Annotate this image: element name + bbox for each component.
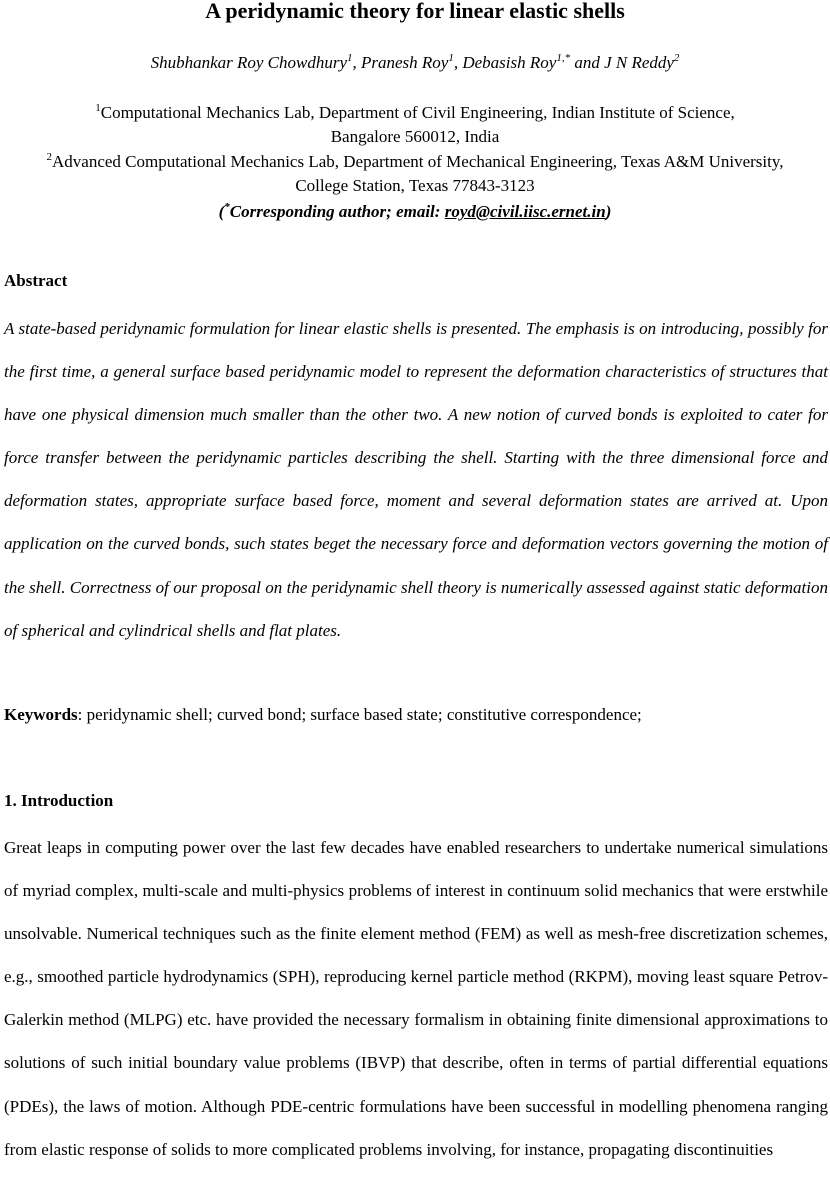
affiliation-line: College Station, Texas 77843-3123 [295,176,535,195]
keywords-text: : peridynamic shell; curved bond; surface based state; constitutive correspondence; [77,705,642,724]
author-separator: , [453,53,463,72]
affiliation-line: Computational Mechanics Lab, Department of Civil Engineering, Indian Institute of Science, [100,103,735,122]
paper-title: A peridynamic theory for linear elastic shells [205,0,625,23]
corresponding-mark: * [224,201,230,213]
affiliation-line: Bangalore 560012, India [330,127,500,146]
author-affiliation-mark: 1 [347,52,353,64]
affiliation-mark: 2 [46,151,52,163]
email-link[interactable]: royd@civil.iisc.ernet.in [444,202,606,221]
author-affiliation-mark: 2 [673,52,680,64]
corresponding-close: ) [605,202,612,221]
author-name: Debasish Roy [462,53,557,72]
introduction-heading: 1. Introduction [4,791,114,810]
author-name: Pranesh Roy [361,53,449,72]
author-name: Shubhankar Roy Chowdhury [150,53,347,72]
affiliation-1 [0,101,830,149]
author-name: J N Reddy [604,53,674,72]
abstract-heading: Abstract [4,271,68,290]
affiliation-mark: 1 [95,102,101,114]
author-affiliation-mark: 1,* [556,52,571,64]
abstract-text: A state-based peridynamic formulation for linear elastic shells is presented. The emphasis is on introducing, possibly for the first time, a general surface based peridynamic model to represent the deformation characteristics of structures that have one physical dimension much smaller than the other two. A new notion of curved bonds is exploited to cater for force transfer between the peridynamic particles describing the shell. Starting with the three dimensional force and deformation states, appropriate surface based force, moment and several deformation states are arrived at. Upon application on the curved bonds, such states beget the necessary force and deformation vectors governing the motion of the shell. Correctness of our proposal on the peridynamic shell theory is numerically assessed against static deformation of spherical and cylindrical shells and flat plates. [4,319,828,640]
introduction-text: Great leaps in computing power over the last few decades have enabled researchers to undertake numerical simulations of myriad complex, multi-scale and multi-physics problems of interest in continuum solid mechanics that were erstwhile unsolvable. Numerical techniques such as the finite element method (FEM) as well as mesh-free discretization schemes, e.g., smoothed particle hydrodynamics (SPH), reproducing kernel particle method (RKPM), moving least square Petrov-Galerkin method (MLPG) etc. have provided the necessary formalism in obtaining finite dimensional approximations to solutions of such initial boundary value problems (IBVP) that describe, often in terms of partial differential equations (PDEs), the laws of motion. Although PDE-centric formulations have been successful in modelling phenomena ranging from elastic response of solids to more complicated problems involving, for instance, propagating discontinuities [4,838,828,1159]
keywords-label: Keywords [4,705,78,724]
author-affiliation-mark: 1 [448,52,454,64]
affiliation-2 [0,150,830,198]
corresponding-text: Corresponding author; email: [229,202,445,221]
author-list [0,52,830,74]
affiliation-line: Advanced Computational Mechanics Lab, Department of Mechanical Engineering, Texas A&M University, [52,152,784,171]
author-separator: , [352,53,361,72]
corresponding-author [0,200,830,224]
keywords [4,704,642,726]
author-separator: and [570,53,605,72]
corresponding-open: ( [218,202,225,221]
